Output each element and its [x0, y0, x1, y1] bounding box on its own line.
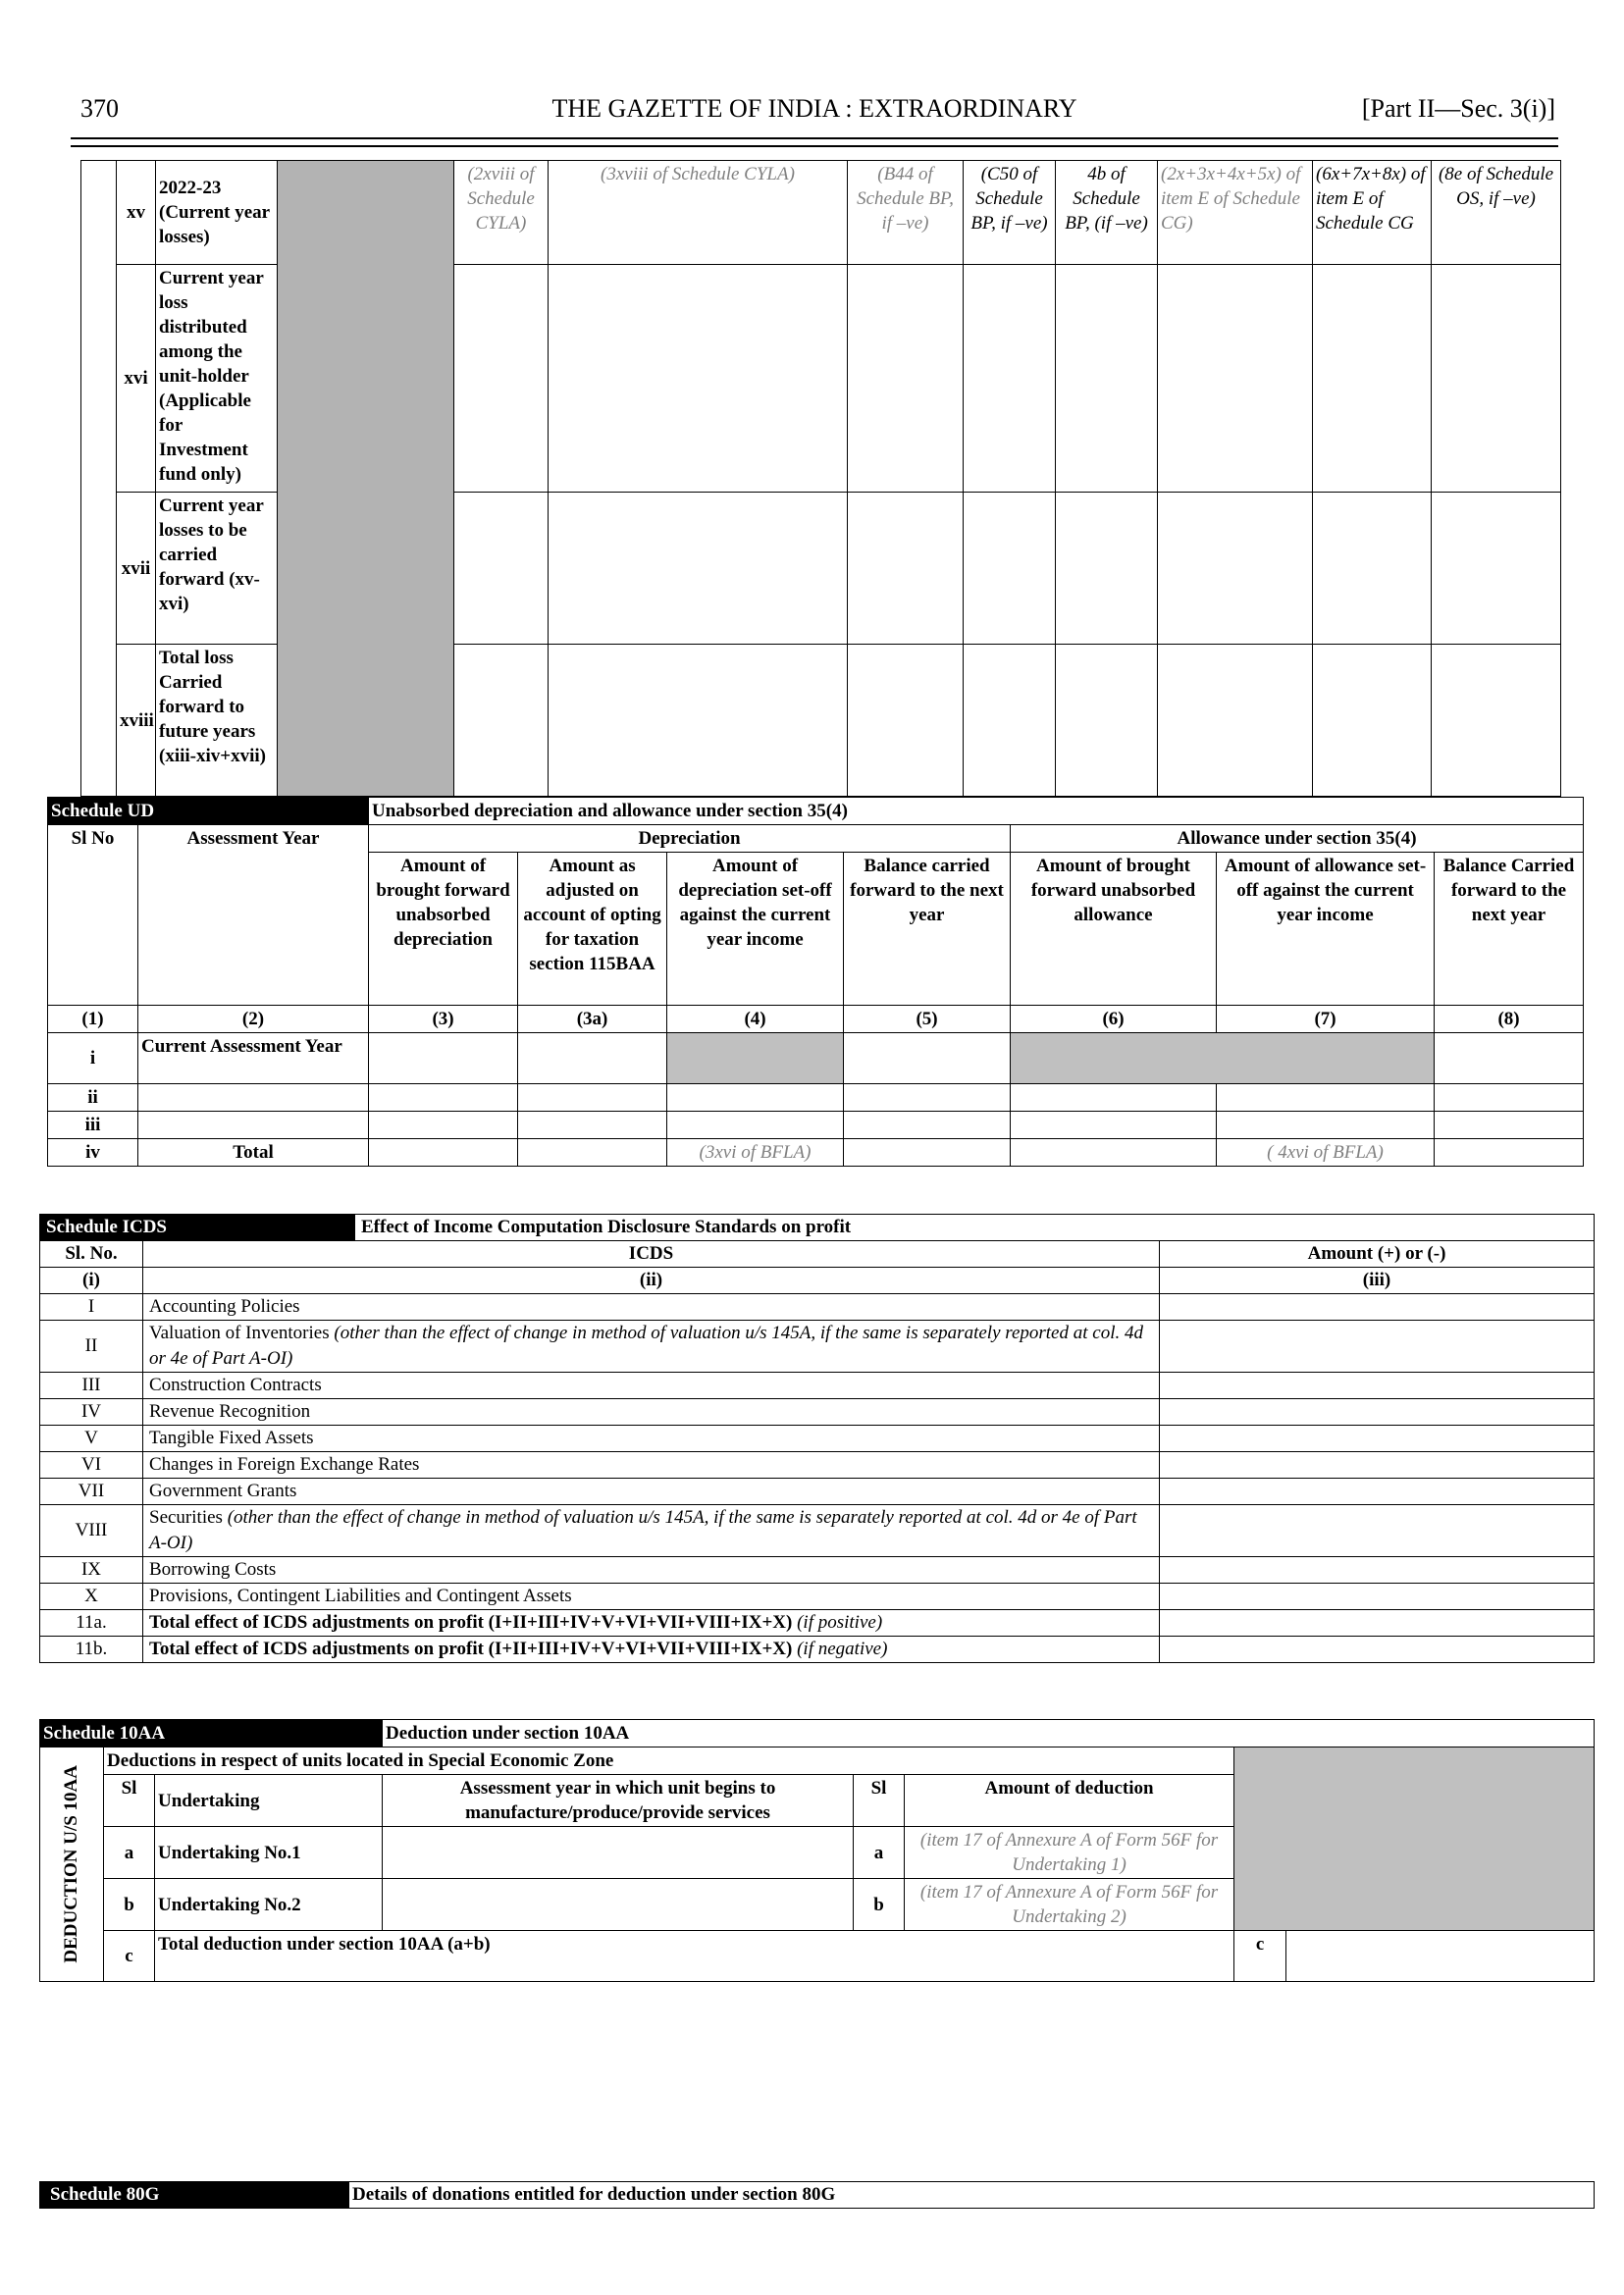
icds-row	[40, 1479, 1595, 1505]
hint-cell[interactable]: (2xviii of Schedule CYLA)	[454, 161, 549, 265]
row-sl: VI	[40, 1452, 143, 1479]
table-row	[81, 161, 1561, 265]
row-label: Current year losses to be carried forward (xv-xvi)	[156, 493, 278, 645]
input-cell[interactable]	[844, 1033, 1011, 1084]
schedule-icds-table	[39, 1214, 1595, 1663]
row-label: Total loss Carried forward to future years (xiii-xiv+xvii)	[156, 645, 278, 797]
row-text	[143, 1479, 1160, 1505]
row-sl: ii	[48, 1084, 138, 1112]
header-sl-no: Sl No	[48, 825, 138, 1006]
schedule-tag: Schedule 80G	[40, 2182, 349, 2209]
page-number: 370	[80, 94, 119, 123]
amount-input[interactable]	[1160, 1452, 1595, 1479]
icds-row	[40, 1321, 1595, 1373]
hint-cell[interactable]: (2x+3x+4x+5x) of item E of Schedule CG)	[1158, 161, 1313, 265]
amount-input[interactable]	[1160, 1610, 1595, 1637]
row-label: Borrowing Costs	[149, 1559, 277, 1580]
schedule-tag	[40, 1720, 383, 1747]
schedule-title: Details of donations entitled for deduction under section 80G	[349, 2182, 1595, 2209]
row-sl: iii	[48, 1112, 138, 1139]
row-text	[143, 1294, 1160, 1321]
row-sl: iv	[48, 1139, 138, 1167]
header-depreciation: Depreciation	[369, 825, 1011, 853]
shaded-cell	[1234, 1747, 1595, 1931]
input-cell[interactable]	[964, 493, 1056, 645]
row-note: (if negative)	[797, 1639, 888, 1659]
header-col3a: Amount as adjusted on account of opting for taxation section 115BAA	[518, 853, 667, 1006]
row-label: Total effect of ICDS adjustments on profit (I+II+III+IV+V+VI+VII+VIII+IX+X)	[149, 1612, 798, 1633]
header-amount: Amount (+) or (-)	[1160, 1241, 1595, 1268]
row-text	[143, 1321, 1160, 1373]
row-sl: xvi	[117, 265, 156, 493]
row-text	[143, 1637, 1160, 1663]
header-icds: ICDS	[143, 1241, 1160, 1268]
amount-input[interactable]	[1160, 1505, 1595, 1557]
input-cell[interactable]	[369, 1112, 518, 1139]
row-note: (if positive)	[797, 1612, 883, 1633]
shaded-cell	[667, 1033, 844, 1084]
input-cell[interactable]	[518, 1084, 667, 1112]
schedule-tag: Schedule ICDS	[40, 1215, 355, 1241]
header-rule-bottom	[71, 145, 1558, 147]
input-cell[interactable]	[369, 1139, 518, 1167]
hint-cell[interactable]: (3xviii of Schedule CYLA)	[549, 161, 848, 265]
icds-row	[40, 1399, 1595, 1426]
header-col6: Amount of brought forward unabsorbed allowance	[1011, 853, 1217, 1006]
header-col4: Amount of depreciation set-off against the current year income	[667, 853, 844, 1006]
row-note: (other than the effect of change in method of valuation u/s 145A, if the same is separately reported at col. 4d or 4e of Part A-OI)	[149, 1507, 1137, 1553]
row-sl: IV	[40, 1399, 143, 1426]
row-undertaking: Undertaking No.1	[155, 1827, 383, 1879]
row-label: Total effect of ICDS adjustments on profit (I+II+III+IV+V+VI+VII+VIII+IX+X)	[149, 1639, 798, 1659]
row-year: Current Assessment Year	[138, 1033, 369, 1084]
input-cell[interactable]	[1056, 645, 1158, 797]
icds-row	[40, 1505, 1595, 1557]
header-sl: Sl. No.	[40, 1241, 143, 1268]
total-row	[40, 1931, 1595, 1982]
input-cell[interactable]	[454, 493, 549, 645]
schedule-ud-table	[47, 797, 1584, 1167]
gazette-title: THE GAZETTE OF INDIA : EXTRAORDINARY	[551, 94, 1077, 123]
input-cell[interactable]	[549, 645, 848, 797]
shaded-cell	[1011, 1033, 1435, 1084]
table-row	[48, 1084, 1584, 1112]
row-text	[143, 1505, 1160, 1557]
col-number: (7)	[1217, 1006, 1435, 1033]
schedule-tag: Schedule UD	[48, 798, 369, 825]
row-sl2: a	[854, 1827, 905, 1879]
amount-hint-cell[interactable]: (item 17 of Annexure A of Form 56F for Undertaking 2)	[905, 1879, 1234, 1931]
input-cell[interactable]	[1011, 1139, 1217, 1167]
input-cell[interactable]	[1158, 493, 1313, 645]
col-number: (1)	[48, 1006, 138, 1033]
row-sl: xvii	[117, 493, 156, 645]
shaded-cell	[278, 161, 454, 797]
total-label: Total deduction under section 10AA (a+b)	[155, 1931, 1234, 1982]
assessment-year-input[interactable]	[383, 1879, 854, 1931]
row-sl: i	[48, 1033, 138, 1084]
input-cell[interactable]	[1435, 1033, 1584, 1084]
amount-input[interactable]	[1160, 1321, 1595, 1373]
row-label: 2022-23 (Current year losses)	[156, 161, 278, 265]
input-cell[interactable]	[1435, 1084, 1584, 1112]
row-undertaking: Undertaking No.2	[155, 1879, 383, 1931]
input-cell[interactable]	[138, 1084, 369, 1112]
row-sl: IX	[40, 1557, 143, 1584]
total-sl: c	[104, 1931, 155, 1982]
header-col7: Amount of allowance set-off against the current year income	[1217, 853, 1435, 1006]
col-number: (i)	[40, 1268, 143, 1294]
hint-cell[interactable]: 4b of Schedule BP, (if –ve)	[1056, 161, 1158, 265]
row-text	[143, 1557, 1160, 1584]
input-cell[interactable]	[1011, 1084, 1217, 1112]
col-number: (ii)	[143, 1268, 1160, 1294]
icds-row	[40, 1557, 1595, 1584]
row-text	[143, 1373, 1160, 1399]
input-cell[interactable]	[667, 1112, 844, 1139]
header-rule-top	[71, 137, 1558, 139]
input-cell[interactable]	[549, 265, 848, 493]
row-sl: b	[104, 1879, 155, 1931]
row-label: Provisions, Contingent Liabilities and Contingent Assets	[149, 1586, 572, 1606]
schedule-10aa-table	[39, 1719, 1595, 1982]
outer-blank-cell	[81, 161, 117, 797]
input-cell[interactable]	[844, 1084, 1011, 1112]
input-cell[interactable]	[1435, 1112, 1584, 1139]
row-sl: xv	[117, 161, 156, 265]
input-cell[interactable]	[1432, 493, 1561, 645]
icds-row-total-negative	[40, 1637, 1595, 1663]
sez-heading: Deductions in respect of units located in Special Economic Zone	[104, 1747, 1234, 1775]
total-amount-input[interactable]	[1286, 1931, 1595, 1982]
input-cell[interactable]	[964, 265, 1056, 493]
header-undertaking: Undertaking	[155, 1775, 383, 1827]
row-sl: I	[40, 1294, 143, 1321]
row-sl: 11a.	[40, 1610, 143, 1637]
col-number: (4)	[667, 1006, 844, 1033]
row-label: Accounting Policies	[149, 1296, 300, 1317]
assessment-year-input[interactable]	[383, 1827, 854, 1879]
table-row	[48, 1112, 1584, 1139]
schedule-tag-label: Schedule 10AA	[43, 1723, 166, 1744]
table-row-total	[48, 1139, 1584, 1167]
row-sl: VII	[40, 1479, 143, 1505]
schedule-title: Deduction under section 10AA	[383, 1720, 1595, 1747]
input-cell[interactable]	[1432, 645, 1561, 797]
column-number-row	[48, 1006, 1584, 1033]
input-cell[interactable]	[964, 645, 1056, 797]
input-cell[interactable]	[848, 645, 964, 797]
row-text	[143, 1426, 1160, 1452]
amount-input[interactable]	[1160, 1373, 1595, 1399]
input-cell[interactable]	[549, 493, 848, 645]
amount-input[interactable]	[1160, 1399, 1595, 1426]
amount-input[interactable]	[1160, 1557, 1595, 1584]
hint-cell[interactable]: (3xvi of BFLA)	[667, 1139, 844, 1167]
header-sl2: Sl	[854, 1775, 905, 1827]
input-cell[interactable]	[848, 493, 964, 645]
row-sl2: b	[854, 1879, 905, 1931]
row-sl: xviii	[117, 645, 156, 797]
side-label-cell	[40, 1747, 104, 1982]
col-number: (3a)	[518, 1006, 667, 1033]
amount-input[interactable]	[1160, 1479, 1595, 1505]
icds-row	[40, 1294, 1595, 1321]
header-col8: Balance Carried forward to the next year	[1435, 853, 1584, 1006]
input-cell[interactable]	[844, 1112, 1011, 1139]
header-col3: Amount of brought forward unabsorbed depreciation	[369, 853, 518, 1006]
row-label: Government Grants	[149, 1481, 297, 1501]
row-label: Current year loss distributed among the unit-holder (Applicable for Investment fund only)	[156, 265, 278, 493]
row-label: Valuation of Inventories	[149, 1323, 335, 1343]
row-sl: 11b.	[40, 1637, 143, 1663]
row-text	[143, 1584, 1160, 1610]
header-assessment-year: Assessment year in which unit begins to manufacture/produce/provide services	[383, 1775, 854, 1827]
row-sl: a	[104, 1827, 155, 1879]
amount-hint-cell[interactable]: (item 17 of Annexure A of Form 56F for Undertaking 1)	[905, 1827, 1234, 1879]
amount-input[interactable]	[1160, 1294, 1595, 1321]
amount-input[interactable]	[1160, 1426, 1595, 1452]
header-col5: Balance carried forward to the next year	[844, 853, 1011, 1006]
schedule-title: Unabsorbed depreciation and allowance under section 35(4)	[369, 798, 1584, 825]
col-number: (6)	[1011, 1006, 1217, 1033]
total-sl2: c	[1234, 1931, 1286, 1982]
row-text	[143, 1399, 1160, 1426]
amount-input[interactable]	[1160, 1637, 1595, 1663]
input-cell[interactable]	[518, 1139, 667, 1167]
input-cell[interactable]	[1217, 1084, 1435, 1112]
input-cell[interactable]	[454, 645, 549, 797]
icds-row	[40, 1584, 1595, 1610]
schedule-80g-table	[39, 2181, 1595, 2209]
row-sl: V	[40, 1426, 143, 1452]
row-sl: VIII	[40, 1505, 143, 1557]
input-cell[interactable]	[1217, 1112, 1435, 1139]
input-cell[interactable]	[844, 1139, 1011, 1167]
row-sl: X	[40, 1584, 143, 1610]
row-label: Revenue Recognition	[149, 1401, 311, 1422]
input-cell[interactable]	[1158, 265, 1313, 493]
header-allowance: Allowance under section 35(4)	[1011, 825, 1584, 853]
header-amount: Amount of deduction	[905, 1775, 1234, 1827]
hint-cell[interactable]: (C50 of Schedule BP, if –ve)	[964, 161, 1056, 265]
hint-cell[interactable]: (6x+7x+8x) of item E of Schedule CG	[1313, 161, 1432, 265]
input-cell[interactable]	[667, 1084, 844, 1112]
col-number: (3)	[369, 1006, 518, 1033]
row-label: Tangible Fixed Assets	[149, 1428, 314, 1448]
icds-row	[40, 1426, 1595, 1452]
input-cell[interactable]	[1435, 1139, 1584, 1167]
table-row	[48, 1033, 1584, 1084]
col-number: (iii)	[1160, 1268, 1595, 1294]
row-label: Securities	[149, 1507, 228, 1528]
cyla-continuation-table	[80, 160, 1561, 797]
row-label: Changes in Foreign Exchange Rates	[149, 1454, 420, 1475]
input-cell[interactable]	[1313, 493, 1432, 645]
amount-input[interactable]	[1160, 1584, 1595, 1610]
row-label: Construction Contracts	[149, 1375, 322, 1395]
row-sl: III	[40, 1373, 143, 1399]
input-cell[interactable]	[1011, 1112, 1217, 1139]
hint-cell[interactable]: (B44 of Schedule BP, if –ve)	[848, 161, 964, 265]
row-sl: II	[40, 1321, 143, 1373]
input-cell[interactable]	[1056, 493, 1158, 645]
schedule-title: Effect of Income Computation Disclosure Standards on profit	[355, 1215, 1595, 1241]
input-cell[interactable]	[1313, 645, 1432, 797]
part-section: [Part II—Sec. 3(i)]	[1361, 94, 1555, 123]
col-number: (5)	[844, 1006, 1011, 1033]
row-text	[143, 1452, 1160, 1479]
icds-row	[40, 1373, 1595, 1399]
input-cell[interactable]	[369, 1033, 518, 1084]
input-cell[interactable]	[1313, 265, 1432, 493]
input-cell[interactable]	[518, 1033, 667, 1084]
icds-row	[40, 1452, 1595, 1479]
row-note: (other than the effect of change in method of valuation u/s 145A, if the same is separately reported at col. 4d or 4e of Part A-OI)	[149, 1323, 1143, 1369]
input-cell[interactable]	[1432, 265, 1561, 493]
col-number: (8)	[1435, 1006, 1584, 1033]
header-sl: Sl	[104, 1775, 155, 1827]
input-cell[interactable]	[518, 1112, 667, 1139]
input-cell[interactable]	[369, 1084, 518, 1112]
col-number: (2)	[138, 1006, 369, 1033]
input-cell[interactable]	[454, 265, 549, 493]
hint-cell[interactable]: (8e of Schedule OS, if –ve)	[1432, 161, 1561, 265]
hint-cell[interactable]: ( 4xvi of BFLA)	[1217, 1139, 1435, 1167]
side-label: DEDUCTION U/S 10AA	[61, 1765, 81, 1963]
row-text	[143, 1610, 1160, 1637]
input-cell[interactable]	[1056, 265, 1158, 493]
header-assessment-year: Assessment Year	[138, 825, 369, 1006]
input-cell[interactable]	[138, 1112, 369, 1139]
icds-row-total-positive	[40, 1610, 1595, 1637]
input-cell[interactable]	[848, 265, 964, 493]
input-cell[interactable]	[1158, 645, 1313, 797]
row-year: Total	[138, 1139, 369, 1167]
